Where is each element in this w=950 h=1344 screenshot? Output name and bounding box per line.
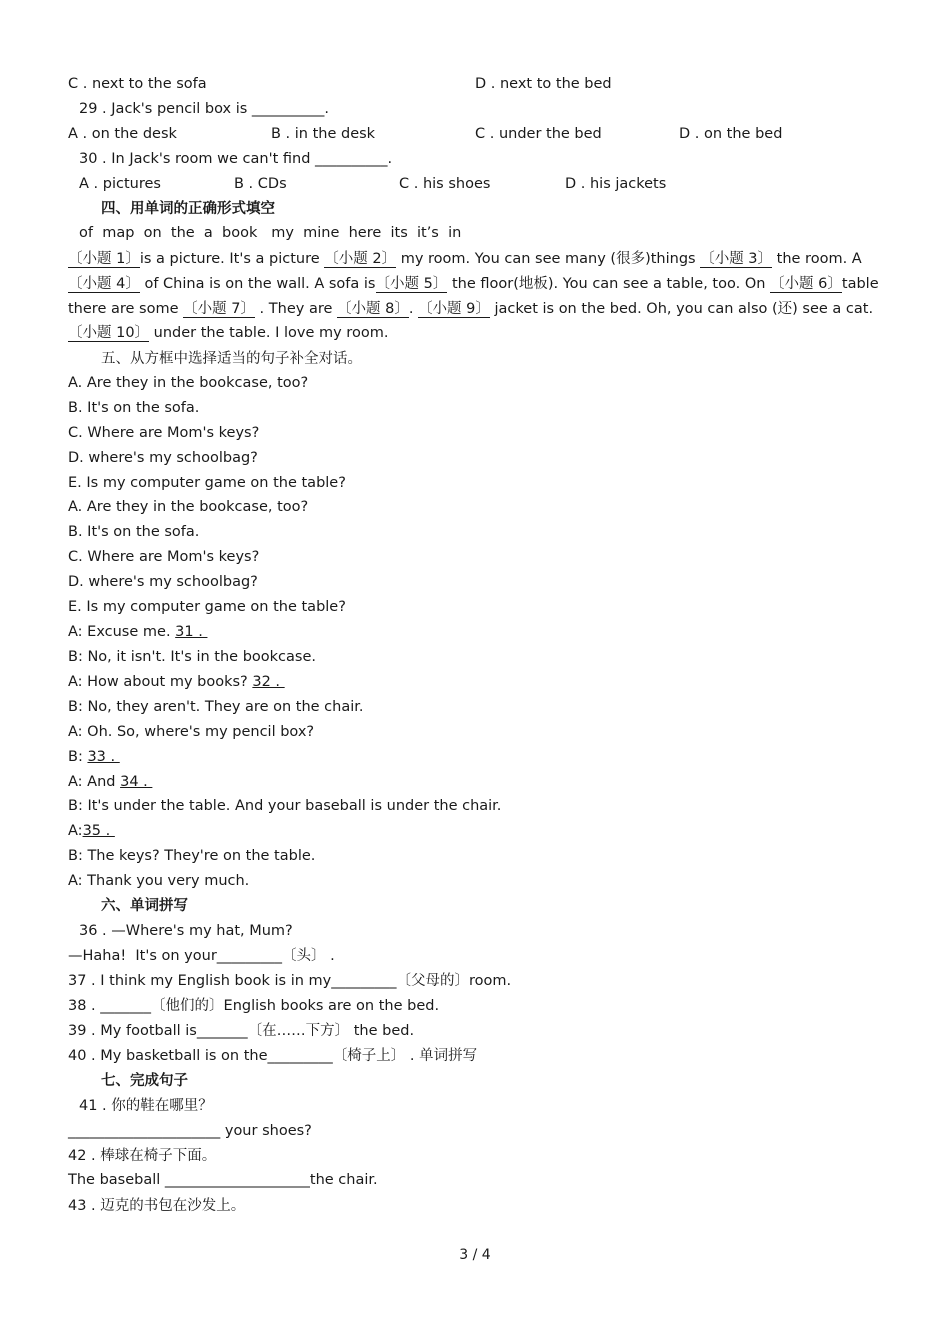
q42-prompt: 42 . 棒球在椅子下面。	[68, 1148, 217, 1164]
dialogue-text: A: How about my books?	[68, 674, 253, 690]
blank-32[interactable]: 32 .	[252, 674, 285, 690]
dialogue-line-6	[68, 748, 120, 766]
dialogue-text: A: Excuse me.	[68, 624, 176, 640]
q29-option-c: C . under the bed	[475, 126, 602, 142]
section4-passage-line4	[68, 324, 388, 342]
q30-option-d: D . his jackets	[565, 176, 667, 192]
q39: 39 . My football is_______〔在……下方〕 the bed.	[68, 1023, 415, 1039]
q29-option-d: D . on the bed	[679, 126, 783, 142]
blank-34[interactable]: 34 .	[120, 774, 153, 790]
blank-10[interactable]: 〔小题 10〕	[68, 325, 150, 341]
blank-9[interactable]: 〔小题 9〕	[418, 301, 490, 317]
option-line: C. Where are Mom's keys?	[68, 549, 260, 565]
q30-option-a: A . pictures	[79, 176, 161, 192]
section5-title: 五、从方框中选择适当的句子补全对话。	[101, 351, 362, 367]
passage-text: my room. You can see many (很多)things	[396, 251, 701, 267]
q28-option-d: D . next to the bed	[475, 76, 612, 92]
blank-3[interactable]: 〔小题 3〕	[700, 251, 773, 267]
dialogue-line-2: B: No, it isn't. It's in the bookcase.	[68, 649, 316, 665]
passage-text: there are some	[68, 301, 184, 317]
section4-passage-line1	[68, 250, 862, 268]
blank-1[interactable]: 〔小题 1〕	[68, 251, 140, 267]
q43-prompt: 43 . 迈克的书包在沙发上。	[68, 1198, 246, 1214]
option-line: D. where's my schoolbag?	[68, 574, 258, 590]
q36-answer-line: —Haha! It's on your_________〔头〕 .	[68, 948, 335, 964]
dialogue-line-3	[68, 673, 285, 691]
section4-title: 四、用单词的正确形式填空	[101, 201, 275, 217]
dialogue-line-7	[68, 773, 152, 791]
passage-text: under the table. I love my room.	[149, 325, 389, 341]
q42-answer-line: The baseball ____________________the chair.	[68, 1172, 378, 1188]
dialogue-line-11: A: Thank you very much.	[68, 873, 250, 889]
blank-35[interactable]: 35 .	[82, 823, 115, 839]
passage-text: .	[408, 301, 419, 317]
dialogue-line-9	[68, 822, 115, 840]
passage-text: table	[841, 276, 879, 292]
q41-prompt: 41 . 你的鞋在哪里？	[79, 1098, 213, 1114]
blank-2[interactable]: 〔小题 2〕	[324, 251, 397, 267]
option-line: B. It's on the sofa.	[68, 524, 200, 540]
option-line: C. Where are Mom's keys?	[68, 425, 260, 441]
page-number: 3 / 4	[459, 1247, 491, 1263]
passage-text: of China is on the wall. A sofa is	[139, 276, 376, 292]
q29-stem: 29 . Jack's pencil box is __________.	[79, 101, 330, 117]
option-line: A. Are they in the bookcase, too?	[68, 375, 309, 391]
q40: 40 . My basketball is on the_________〔椅子上〕 . 单词拼写	[68, 1048, 478, 1064]
blank-8[interactable]: 〔小题 8〕	[337, 301, 409, 317]
passage-text: the floor(地板). You can see a table, too. On	[447, 276, 771, 292]
dialogue-text: A:	[68, 823, 83, 839]
blank-5[interactable]: 〔小题 5〕	[375, 276, 448, 292]
q30-option-b: B . CDs	[234, 176, 287, 192]
blank-6[interactable]: 〔小题 6〕	[770, 276, 842, 292]
dialogue-text: B:	[68, 749, 88, 765]
dialogue-line-4: B: No, they aren't. They are on the chair.	[68, 699, 364, 715]
blank-33[interactable]: 33 .	[87, 749, 120, 765]
q37: 37 . I think my English book is in my_________〔父母的〕room.	[68, 973, 512, 989]
section4-passage-line3	[68, 300, 873, 318]
option-line: A. Are they in the bookcase, too?	[68, 499, 309, 515]
passage-text: is a picture. It's a picture	[139, 251, 325, 267]
blank-4[interactable]: 〔小题 4〕	[68, 276, 140, 292]
option-line: E. Is my computer game on the table?	[68, 475, 346, 491]
section4-passage-line2	[68, 275, 879, 293]
q38: 38 . _______〔他们的〕English books are on the bed.	[68, 998, 440, 1014]
dialogue-line-10: B: The keys? They're on the table.	[68, 848, 316, 864]
section6-title: 六、单词拼写	[101, 898, 188, 914]
option-line: E. Is my computer game on the table?	[68, 599, 346, 615]
q30-option-c: C . his shoes	[399, 176, 491, 192]
q29-option-b: B . in the desk	[271, 126, 376, 142]
q29-option-a: A . on the desk	[68, 126, 177, 142]
q41-answer-line: _____________________ your shoes?	[68, 1123, 312, 1139]
dialogue-line-8: B: It's under the table. And your baseball is under the chair.	[68, 798, 502, 814]
q36-stem: 36 . —Where's my hat, Mum?	[79, 923, 293, 939]
blank-31[interactable]: 31 .	[175, 624, 208, 640]
dialogue-line-1	[68, 623, 207, 641]
option-line: B. It's on the sofa.	[68, 400, 200, 416]
q30-stem: 30 . In Jack's room we can't find __________.	[79, 151, 393, 167]
passage-text: jacket is on the bed. Oh, you can also (还) see a cat.	[489, 301, 874, 317]
passage-text: the room. A	[772, 251, 862, 267]
option-line: D. where's my schoolbag?	[68, 450, 258, 466]
dialogue-line-5: A: Oh. So, where's my pencil box?	[68, 724, 315, 740]
q28-option-c: C . next to the sofa	[68, 76, 207, 92]
section4-word-bank: of map on the a book my mine here its it’s in	[79, 225, 462, 241]
blank-7[interactable]: 〔小题 7〕	[183, 301, 255, 317]
passage-text: . They are	[254, 301, 337, 317]
section7-title: 七、完成句子	[101, 1073, 188, 1089]
dialogue-text: A: And	[68, 774, 121, 790]
